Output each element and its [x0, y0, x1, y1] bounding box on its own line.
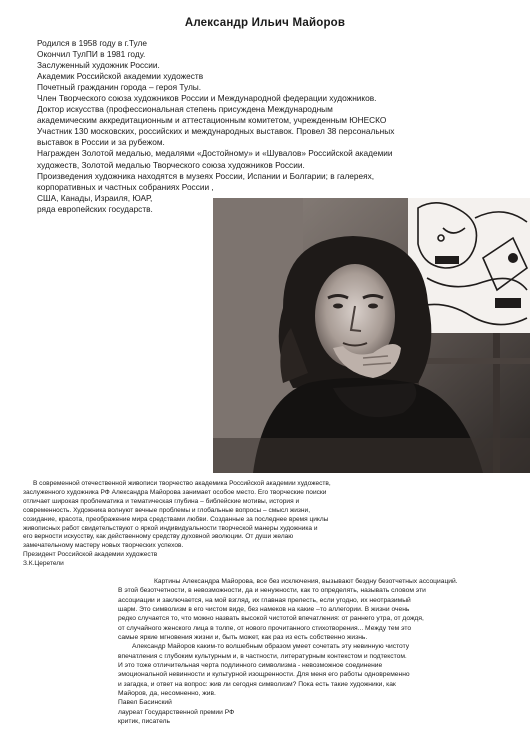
bio-line: художеств, Золотой медалью Творческого союза художников России.: [37, 159, 305, 170]
quote-line: В этой безотчетности, в невозможности, да и ненужности, как то определять, называть словом эти: [118, 587, 426, 595]
bio-line: Награжден Золотой медалью, медалями «Достойному» и «Шувалов» Российской академии: [37, 148, 393, 159]
bio-line: Заслуженный художник России.: [37, 60, 160, 71]
quote-line: Александр Майоров каким-то волшебным образом умеет сочетать эту невинную чистоту: [132, 643, 410, 651]
quote-line: замечательному мастеру новых творческих успехов.: [23, 542, 184, 550]
bio-line: Окончил ТулПИ в 1981 году.: [37, 49, 146, 60]
quote-line: впечатления с глубоким культурным и, в частности, литературным контекстом и подтекстом.: [118, 652, 407, 660]
quote-line: его верности искусству, как действенному средству духовной эволюции. От души желаю: [23, 533, 294, 541]
bio-line: Родился в 1958 году в г.Туле: [37, 38, 147, 48]
quote-line: и загадка, и ответ на вопрос: жив ли сегодня символизм? Пока есть такие художники, как: [118, 680, 396, 688]
quote-line: самые яркие мгновения жизни и, быть может, как раз из есть собственно жизнь.: [118, 634, 368, 642]
bio-line: корпоративных и частных собраниях России ,: [37, 181, 214, 192]
bio-line: Почетный гражданин города – героя Тулы.: [37, 82, 202, 93]
quote-line: Картины Александра Майорова, все без исключения, вызывают бездну безотчетных ассоциаций.: [154, 578, 458, 585]
bio-line: Доктор искусства (профессиональная степень присуждена Международным: [37, 104, 333, 115]
bio-line: Академик Российской академии художеств: [37, 71, 204, 82]
quote-line: шарм. Это символизм в его чистом виде, без намеков на какие –то аллегории. В жизни очень: [118, 606, 410, 614]
quote-line: живописных работ свидетельствуют о яркой индивидуальности творческой манеры художника и: [23, 524, 318, 532]
portrait-photo: [213, 198, 530, 473]
quote-line: от случайного женского лица в толпе, от нового прочитанного стихотворения... Между тем это: [118, 624, 412, 632]
quote-signature: критик, писатель: [118, 718, 170, 726]
bio-line: ряда европейских государств.: [37, 203, 153, 214]
quote-signature: Президент Российской академии художеств: [23, 551, 158, 559]
quote-line: Майоров, да, несомненно, жив.: [118, 690, 216, 698]
tsereteli-quote: [23, 480, 503, 569]
quote-line: созидание, красота, преображение мира средствами любви. Созданные за последнее время циклы: [23, 515, 329, 523]
page-title: Александр Ильич Майоров: [184, 17, 346, 29]
bio-line: Член Творческого союза художников России и Международной федерации художников.: [37, 93, 377, 104]
biography-block: [37, 38, 487, 215]
quote-signature: лауреат Государственной премии РФ: [118, 708, 235, 716]
quote-line: ассоциации и заключается, на мой взгляд, их главная прелесть, если угодно, их неотразимый: [118, 596, 411, 604]
quote-line: И это тоже отличительная черта подлинного символизма - невозможное соединение: [118, 662, 383, 670]
basinsky-quote: [118, 577, 518, 727]
quote-line: отличает широкая проблематика и тематическая глубина – библейские мотивы, история и: [23, 497, 300, 505]
quote-line: редко случается то, что можно назвать высокой чистотой впечатления: от раннего утра, от дождя,: [118, 615, 424, 623]
quote-line: эмоциональной невинности и культурной изощренности. Для меня его работы одновременно: [118, 671, 410, 679]
bio-line: Произведения художника находятся в музеях России, Испании и Болгарии; в галереях,: [37, 170, 375, 181]
bio-line: выставок в России и за рубежом.: [37, 137, 165, 148]
bio-line: академическим аккредитационным и аттестационным комитетом, учрежденным ЮНЕСКО: [37, 115, 387, 126]
quote-signature: Павел Басинский: [118, 699, 172, 707]
quote-line: заслуженного художника РФ Александра Майорова занимает особое место. Его творческие поиски: [23, 488, 327, 496]
quote-signature: З.К.Церетели: [23, 560, 64, 568]
quote-line: современность. Художника волнуют вечные проблемы и глобальные вопросы – смысл жизни,: [23, 506, 311, 514]
bio-line: Участник 130 московских, российских и международных выставок. Провел 38 персональных: [37, 126, 395, 137]
quote-line: В современной отечественной живописи творчество академика Российской академии художеств,: [33, 480, 331, 487]
bio-line: США, Канады, Израиля, ЮАР,: [37, 192, 153, 203]
